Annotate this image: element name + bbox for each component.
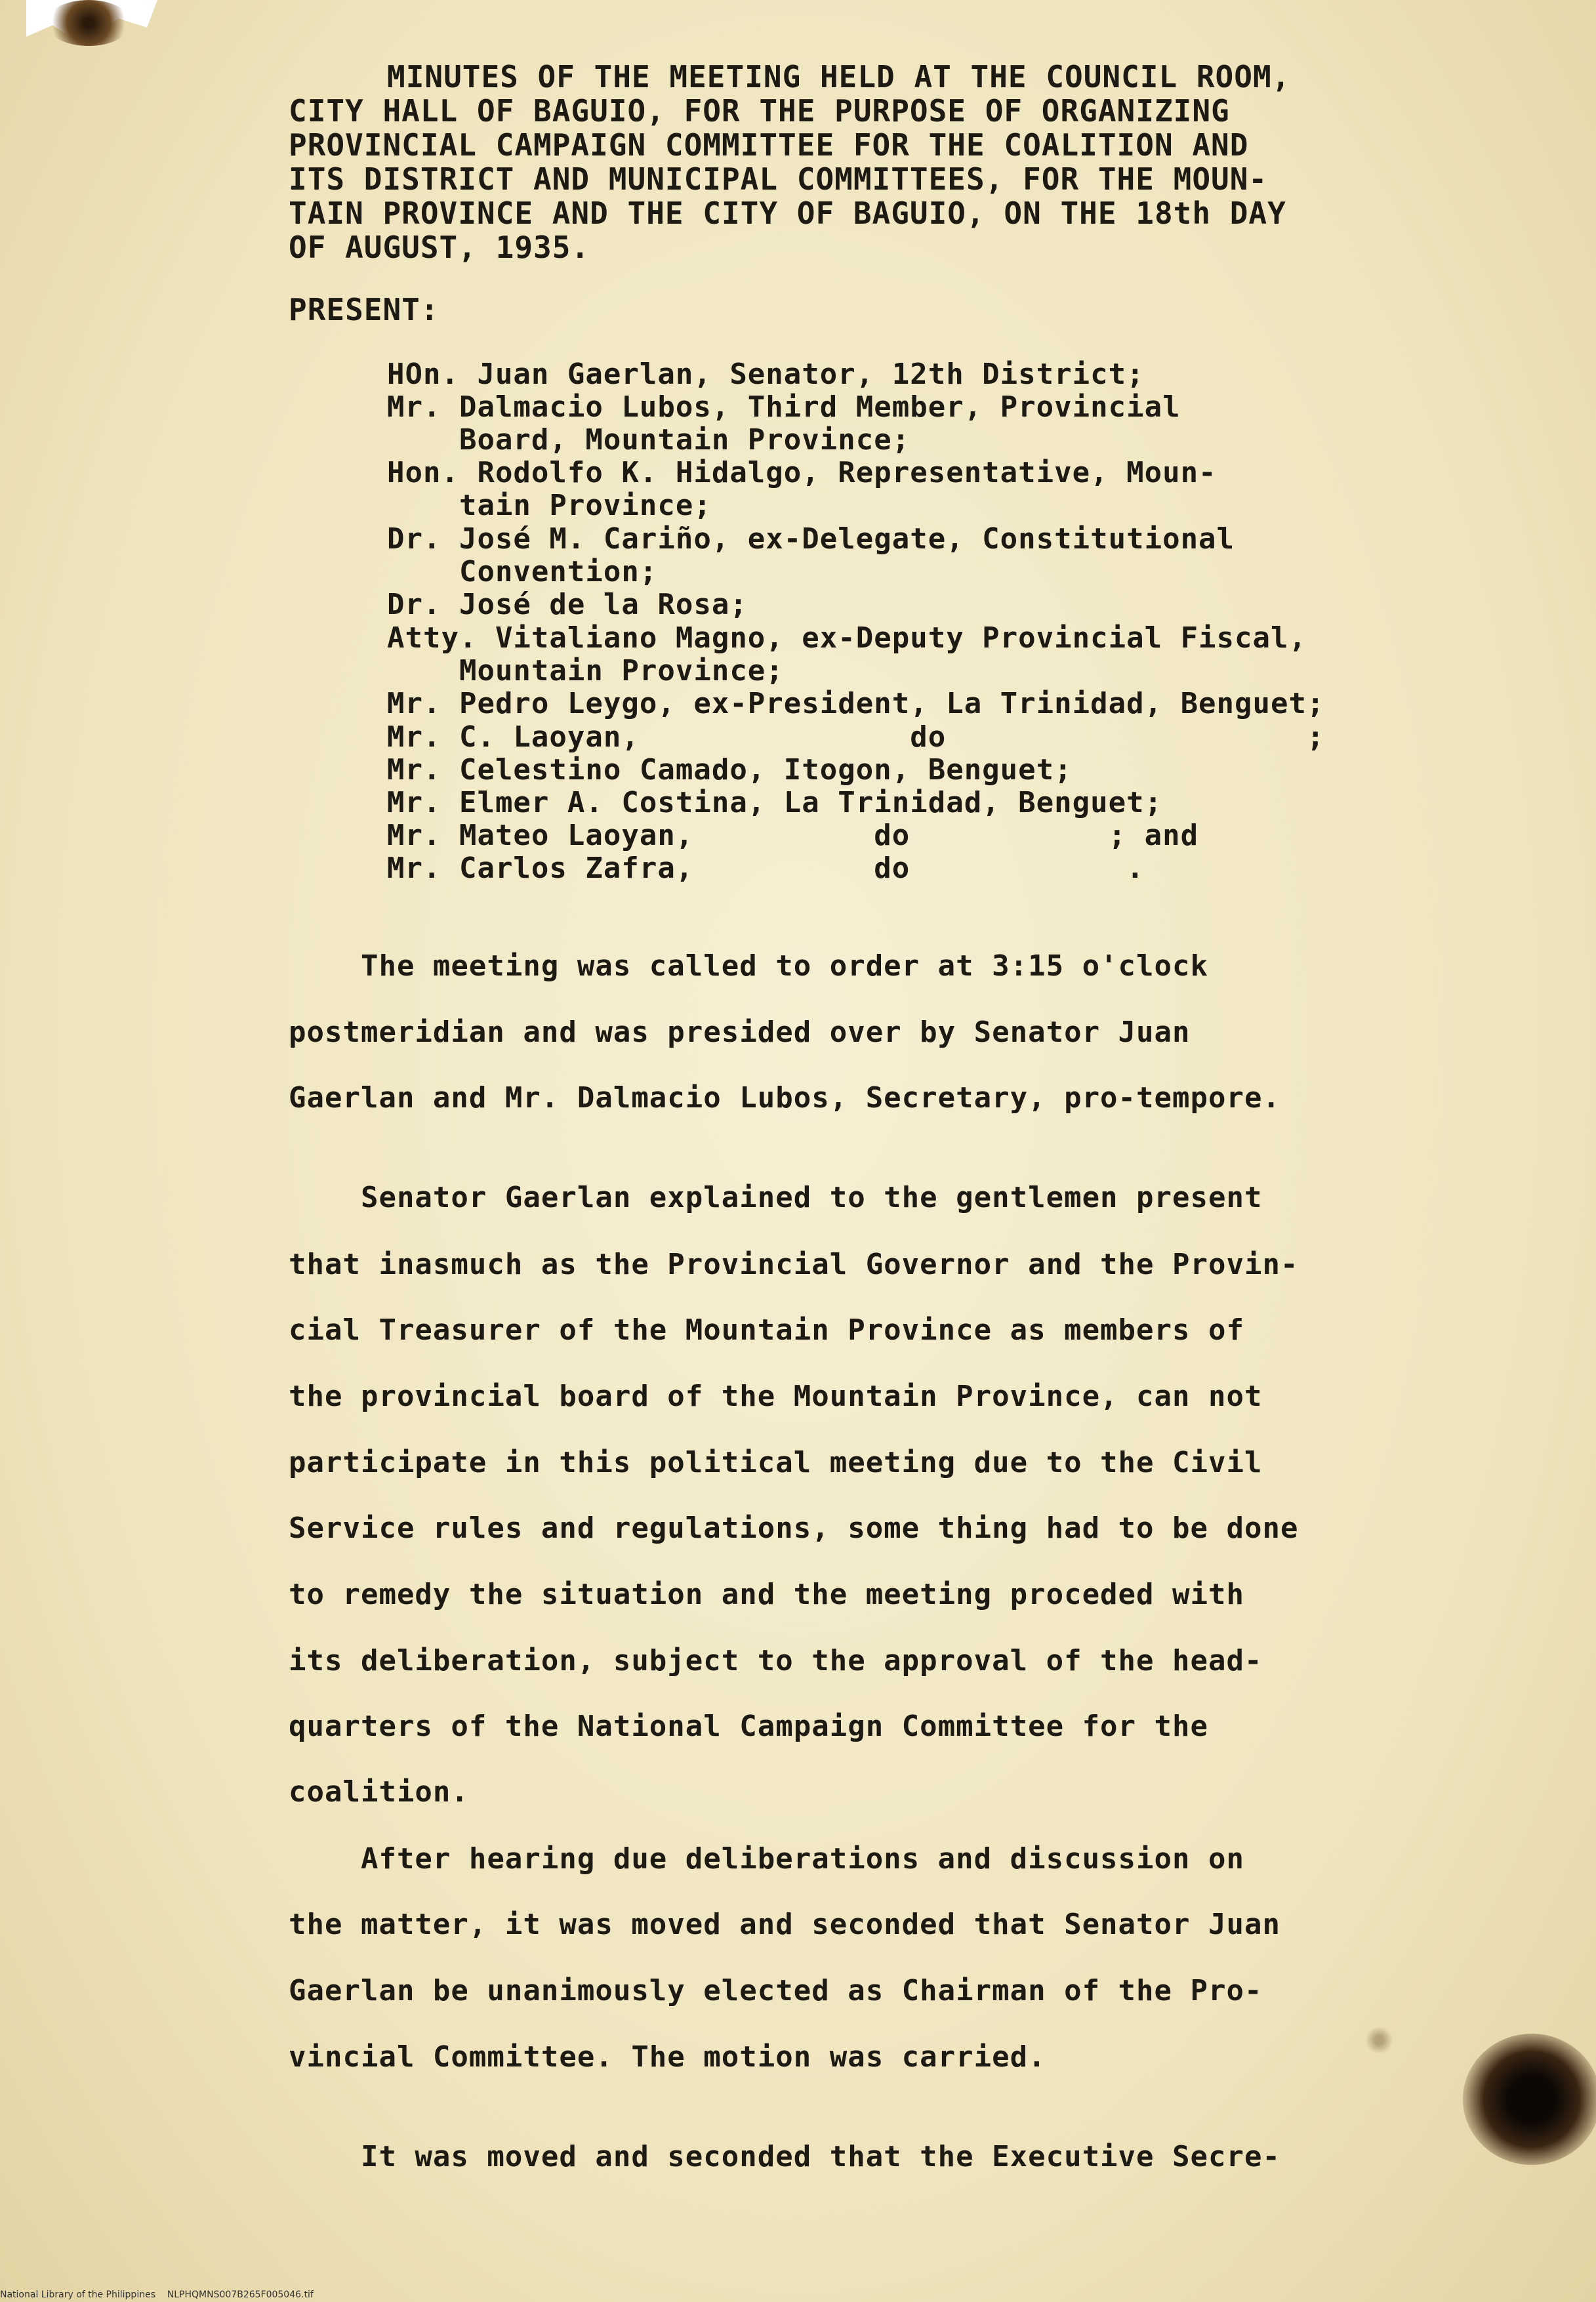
paragraph-line: the matter, it was moved and seconded that Senator Juan bbox=[289, 1908, 1280, 1941]
paragraph-line: postmeridian and was presided over by Senator Juan bbox=[289, 1016, 1191, 1049]
attendee-line: Mr. Carlos Zafra, do . bbox=[387, 852, 1145, 885]
paragraph-line: It was moved and seconded that the Executive Secre- bbox=[289, 2140, 1280, 2173]
attendee-line: Dr. José de la Rosa; bbox=[387, 588, 748, 621]
attendee-line: Mr. Mateo Laoyan, do ; and bbox=[387, 819, 1199, 852]
burn-stain-right bbox=[1463, 2034, 1596, 2165]
ink-stain-top-left bbox=[46, 0, 131, 46]
heading-line: ITS DISTRICT AND MUNICIPAL COMMITTEES, FOR THE MOUN- bbox=[289, 161, 1268, 197]
attendee-line: Mr. Dalmacio Lubos, Third Member, Provincial bbox=[387, 390, 1181, 424]
paragraph-line: After hearing due deliberations and discussion on bbox=[289, 1842, 1244, 1876]
attendee-line: Hon. Rodolfo K. Hidalgo, Representative, Moun- bbox=[387, 456, 1217, 489]
attendee-line: Mr. Elmer A. Costina, La Trinidad, Benguet; bbox=[387, 786, 1163, 819]
heading-line: MINUTES OF THE MEETING HELD AT THE COUNCIL ROOM, bbox=[387, 59, 1291, 94]
attendee-line: Dr. José M. Cariño, ex-Delegate, Constitutional bbox=[387, 522, 1235, 556]
paragraph-line: coalition. bbox=[289, 1775, 469, 1809]
heading-line: CITY HALL OF BAGUIO, FOR THE PURPOSE OF ORGANIZING bbox=[289, 93, 1230, 129]
paragraph-line: to remedy the situation and the meeting proceded with bbox=[289, 1578, 1244, 1611]
paragraph-line: vincial Committee. The motion was carried. bbox=[289, 2040, 1046, 2074]
attendee-line: Mr. Celestino Camado, Itogon, Benguet; bbox=[387, 753, 1073, 787]
paragraph-line: Senator Gaerlan explained to the gentlemen present bbox=[289, 1181, 1263, 1214]
paragraph-line: that inasmuch as the Provincial Governor and the Provin- bbox=[289, 1248, 1299, 1281]
small-stain bbox=[1364, 2027, 1394, 2053]
attendee-line: Atty. Vitaliano Magno, ex-Deputy Provincial Fiscal, bbox=[387, 621, 1307, 655]
present-label: PRESENT: bbox=[289, 292, 440, 327]
attendee-line: tain Province; bbox=[387, 489, 712, 522]
paragraph-line: participate in this political meeting due to the Civil bbox=[289, 1446, 1263, 1479]
paragraph-line: The meeting was called to order at 3:15 o'clock bbox=[289, 949, 1209, 983]
heading-line: OF AUGUST, 1935. bbox=[289, 230, 590, 265]
paragraph-line: quarters of the National Campaign Committee for the bbox=[289, 1710, 1209, 1743]
paragraph-line: cial Treasurer of the Mountain Province as members of bbox=[289, 1313, 1244, 1347]
paragraph-line: Service rules and regulations, some thing had to be done bbox=[289, 1511, 1299, 1545]
attendee-line: Board, Mountain Province; bbox=[387, 423, 911, 457]
attendee-line: HOn. Juan Gaerlan, Senator, 12th District; bbox=[387, 358, 1145, 391]
footer-caption: National Library of the Philippines NLPHQMNS007B265F005046.tif bbox=[0, 2290, 314, 2300]
heading-line: PROVINCIAL CAMPAIGN COMMITTEE FOR THE COALITION AND bbox=[289, 127, 1249, 163]
paragraph-line: Gaerlan be unanimously elected as Chairman of the Pro- bbox=[289, 1974, 1263, 2007]
heading-line: TAIN PROVINCE AND THE CITY OF BAGUIO, ON THE 18th DAY bbox=[289, 195, 1286, 231]
attendee-line: Mr. C. Laoyan, do ; bbox=[387, 720, 1325, 754]
paragraph-line: the provincial board of the Mountain Province, can not bbox=[289, 1380, 1263, 1413]
attendee-line: Mr. Pedro Leygo, ex-President, La Trinidad, Benguet; bbox=[387, 687, 1325, 720]
attendee-line: Mountain Province; bbox=[387, 654, 784, 688]
attendee-line: Convention; bbox=[387, 555, 658, 588]
paragraph-line: Gaerlan and Mr. Dalmacio Lubos, Secretary, pro-tempore. bbox=[289, 1081, 1280, 1115]
paragraph-line: its deliberation, subject to the approval of the head- bbox=[289, 1644, 1263, 1677]
